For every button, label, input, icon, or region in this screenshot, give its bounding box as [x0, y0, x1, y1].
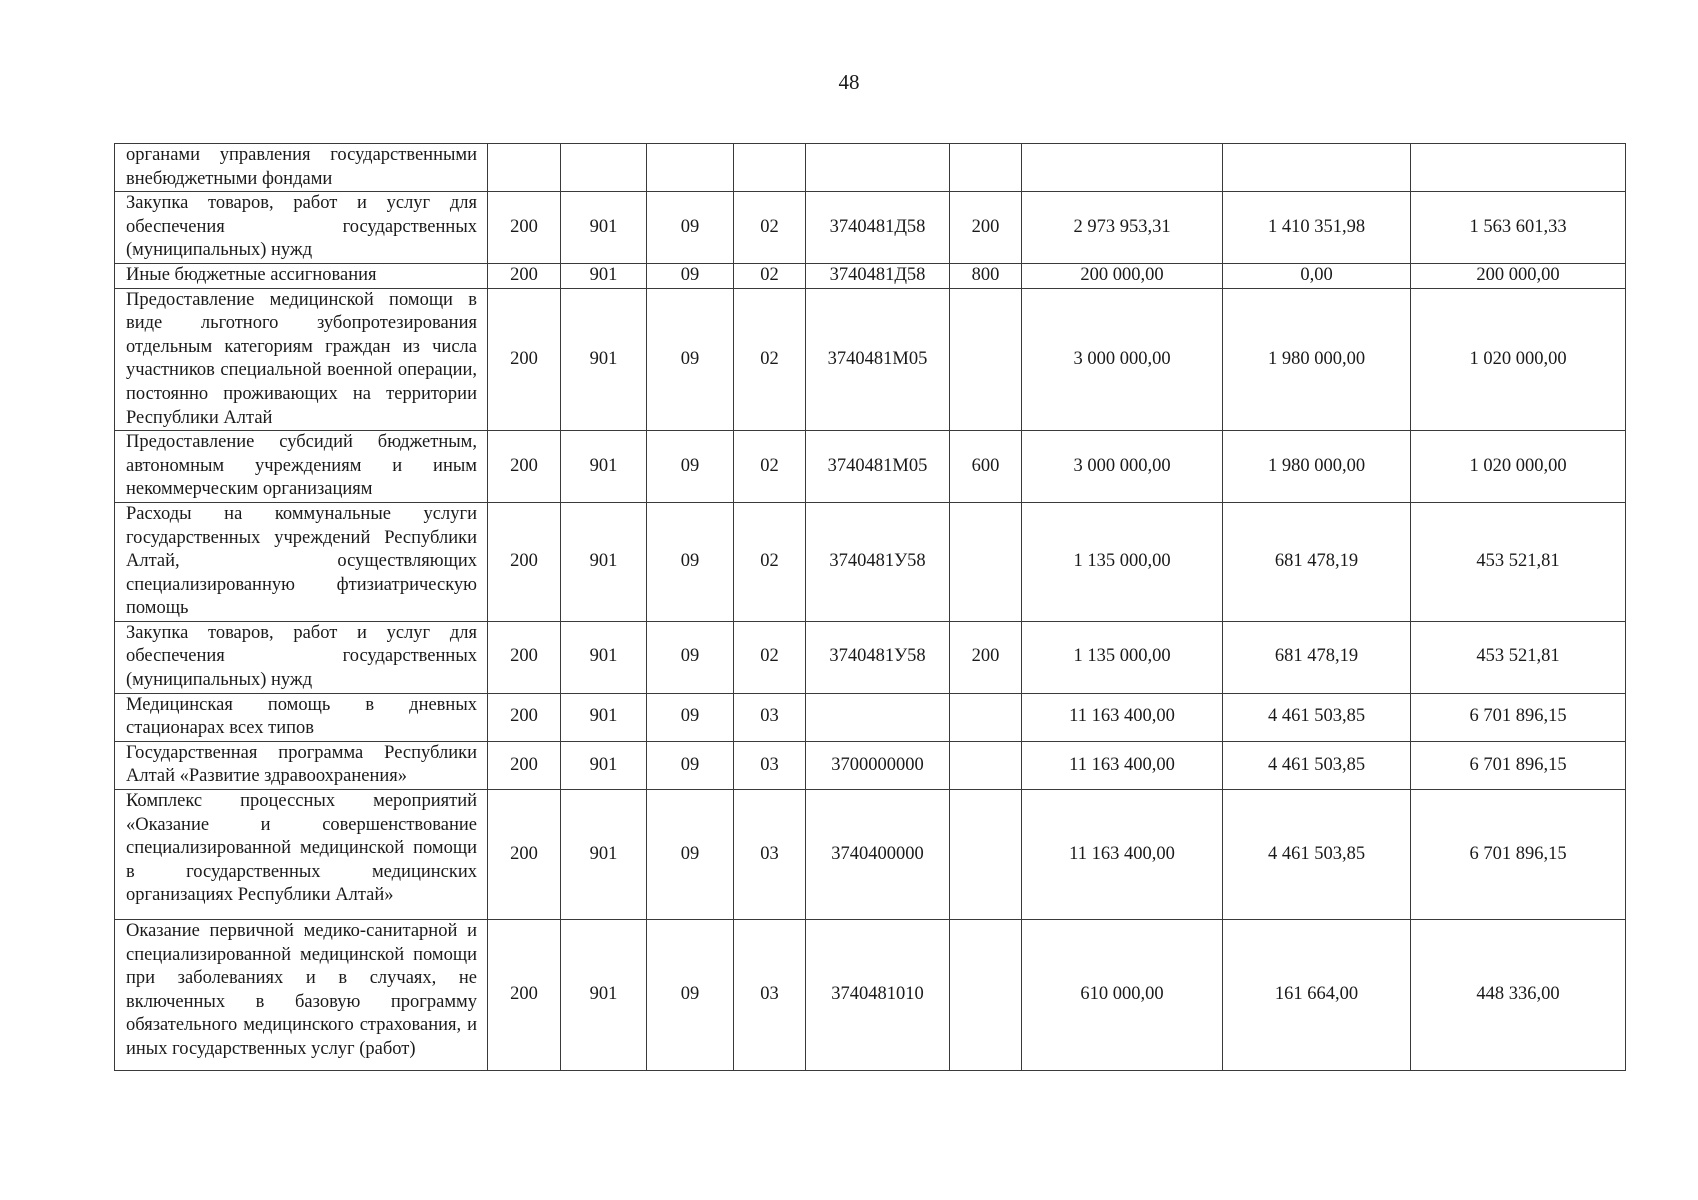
amount-cell: 1 980 000,00	[1223, 431, 1411, 503]
expense-name-cell: Предоставление медицинской помощи в виде льготного зубопротезирования отдельным категориям граждан из числа участников специальной военной операции, постоянно проживающих на территории Республики Алтай	[115, 288, 488, 431]
amount-cell: 6 701 896,15	[1411, 741, 1626, 789]
subsection-cell: 03	[734, 790, 806, 920]
amount-cell: 4 461 503,85	[1223, 790, 1411, 920]
amount-cell: 1 020 000,00	[1411, 288, 1626, 431]
amount-cell: 1 135 000,00	[1022, 502, 1223, 621]
amount-cell: 453 521,81	[1411, 502, 1626, 621]
table-row	[115, 502, 1626, 621]
expense-type-cell: 600	[950, 431, 1022, 503]
section-cell: 09	[647, 502, 734, 621]
target-article-cell	[806, 693, 950, 741]
table-row	[115, 920, 1626, 1071]
code-cell: 200	[488, 502, 561, 621]
code-cell: 200	[488, 693, 561, 741]
subsection-cell: 02	[734, 288, 806, 431]
amount-cell: 3 000 000,00	[1022, 431, 1223, 503]
expense-type-cell	[950, 288, 1022, 431]
amount-cell: 1 020 000,00	[1411, 431, 1626, 503]
subsection-cell: 03	[734, 693, 806, 741]
ministry-code-cell: 901	[561, 741, 647, 789]
expense-name-cell: Расходы на коммунальные услуги государственных учреждений Республики Алтай, осуществляющих специализированную фтизиатрическую помощь	[115, 502, 488, 621]
section-cell: 09	[647, 263, 734, 288]
page-number: 48	[838, 70, 860, 94]
amount-cell: 681 478,19	[1223, 502, 1411, 621]
expense-name-cell: Медицинская помощь в дневных стационарах всех типов	[115, 693, 488, 741]
code-cell: 200	[488, 431, 561, 503]
table-row	[115, 621, 1626, 693]
code-cell: 200	[488, 288, 561, 431]
expense-type-cell	[950, 920, 1022, 1071]
expense-type-cell	[950, 693, 1022, 741]
code-cell: 200	[488, 920, 561, 1071]
amount-cell	[1223, 144, 1411, 192]
target-article-cell: 3740481Д58	[806, 263, 950, 288]
section-cell: 09	[647, 621, 734, 693]
code-cell	[488, 144, 561, 192]
amount-cell: 1 980 000,00	[1223, 288, 1411, 431]
expense-type-cell	[950, 144, 1022, 192]
code-cell: 200	[488, 790, 561, 920]
expense-type-cell: 800	[950, 263, 1022, 288]
section-cell: 09	[647, 431, 734, 503]
section-cell: 09	[647, 741, 734, 789]
expense-type-cell: 200	[950, 621, 1022, 693]
target-article-cell	[806, 144, 950, 192]
subsection-cell: 02	[734, 192, 806, 264]
budget-table-body	[115, 144, 1626, 1071]
expense-type-cell	[950, 502, 1022, 621]
amount-cell: 4 461 503,85	[1223, 693, 1411, 741]
ministry-code-cell: 901	[561, 790, 647, 920]
subsection-cell: 02	[734, 621, 806, 693]
subsection-cell: 03	[734, 741, 806, 789]
budget-table	[114, 143, 1626, 1071]
amount-cell: 3 000 000,00	[1022, 288, 1223, 431]
table-row	[115, 192, 1626, 264]
ministry-code-cell: 901	[561, 693, 647, 741]
expense-type-cell	[950, 790, 1022, 920]
target-article-cell: 3740481У58	[806, 621, 950, 693]
amount-cell: 681 478,19	[1223, 621, 1411, 693]
target-article-cell: 3740481010	[806, 920, 950, 1071]
table-row	[115, 431, 1626, 503]
ministry-code-cell: 901	[561, 920, 647, 1071]
code-cell: 200	[488, 621, 561, 693]
amount-cell: 200 000,00	[1022, 263, 1223, 288]
ministry-code-cell: 901	[561, 502, 647, 621]
target-article-cell: 3740481М05	[806, 288, 950, 431]
code-cell: 200	[488, 192, 561, 264]
amount-cell: 1 410 351,98	[1223, 192, 1411, 264]
target-article-cell: 3700000000	[806, 741, 950, 789]
ministry-code-cell	[561, 144, 647, 192]
expense-name-cell: Комплекс процессных мероприятий «Оказание и совершенствование специализированной медицинской помощи в государственных медицинских организациях Республики Алтай»	[115, 790, 488, 920]
amount-cell: 11 163 400,00	[1022, 693, 1223, 741]
section-cell: 09	[647, 192, 734, 264]
expense-name-cell: органами управления государственными внебюджетными фондами	[115, 144, 488, 192]
amount-cell: 4 461 503,85	[1223, 741, 1411, 789]
subsection-cell: 03	[734, 920, 806, 1071]
section-cell: 09	[647, 693, 734, 741]
ministry-code-cell: 901	[561, 288, 647, 431]
section-cell	[647, 144, 734, 192]
table-row	[115, 144, 1626, 192]
expense-name-cell: Иные бюджетные ассигнования	[115, 263, 488, 288]
amount-cell: 453 521,81	[1411, 621, 1626, 693]
amount-cell: 0,00	[1223, 263, 1411, 288]
target-article-cell: 3740400000	[806, 790, 950, 920]
expense-name-cell: Предоставление субсидий бюджетным, автономным учреждениям и иным некоммерческим организациям	[115, 431, 488, 503]
amount-cell: 6 701 896,15	[1411, 693, 1626, 741]
subsection-cell	[734, 144, 806, 192]
code-cell: 200	[488, 741, 561, 789]
amount-cell: 11 163 400,00	[1022, 790, 1223, 920]
subsection-cell: 02	[734, 263, 806, 288]
table-row	[115, 288, 1626, 431]
amount-cell: 161 664,00	[1223, 920, 1411, 1071]
amount-cell	[1411, 144, 1626, 192]
amount-cell: 448 336,00	[1411, 920, 1626, 1071]
subsection-cell: 02	[734, 431, 806, 503]
target-article-cell: 3740481М05	[806, 431, 950, 503]
subsection-cell: 02	[734, 502, 806, 621]
amount-cell: 200 000,00	[1411, 263, 1626, 288]
expense-name-cell: Закупка товаров, работ и услуг для обеспечения государственных (муниципальных) нужд	[115, 192, 488, 264]
expense-type-cell	[950, 741, 1022, 789]
amount-cell: 6 701 896,15	[1411, 790, 1626, 920]
amount-cell: 11 163 400,00	[1022, 741, 1223, 789]
amount-cell: 610 000,00	[1022, 920, 1223, 1071]
expense-type-cell: 200	[950, 192, 1022, 264]
section-cell: 09	[647, 920, 734, 1071]
target-article-cell: 3740481Д58	[806, 192, 950, 264]
section-cell: 09	[647, 790, 734, 920]
amount-cell: 2 973 953,31	[1022, 192, 1223, 264]
ministry-code-cell: 901	[561, 192, 647, 264]
ministry-code-cell: 901	[561, 621, 647, 693]
ministry-code-cell: 901	[561, 431, 647, 503]
target-article-cell: 3740481У58	[806, 502, 950, 621]
section-cell: 09	[647, 288, 734, 431]
expense-name-cell: Государственная программа Республики Алтай «Развитие здравоохранения»	[115, 741, 488, 789]
table-row	[115, 741, 1626, 789]
expense-name-cell: Оказание первичной медико-санитарной и специализированной медицинской помощи при заболеваниях и в случаях, не включенных в базовую программу обязательного медицинского страхования, и иных государственных услуг (работ)	[115, 920, 488, 1071]
table-row	[115, 790, 1626, 920]
ministry-code-cell: 901	[561, 263, 647, 288]
table-row	[115, 693, 1626, 741]
code-cell: 200	[488, 263, 561, 288]
amount-cell	[1022, 144, 1223, 192]
amount-cell: 1 563 601,33	[1411, 192, 1626, 264]
amount-cell: 1 135 000,00	[1022, 621, 1223, 693]
table-row	[115, 263, 1626, 288]
expense-name-cell: Закупка товаров, работ и услуг для обеспечения государственных (муниципальных) нужд	[115, 621, 488, 693]
